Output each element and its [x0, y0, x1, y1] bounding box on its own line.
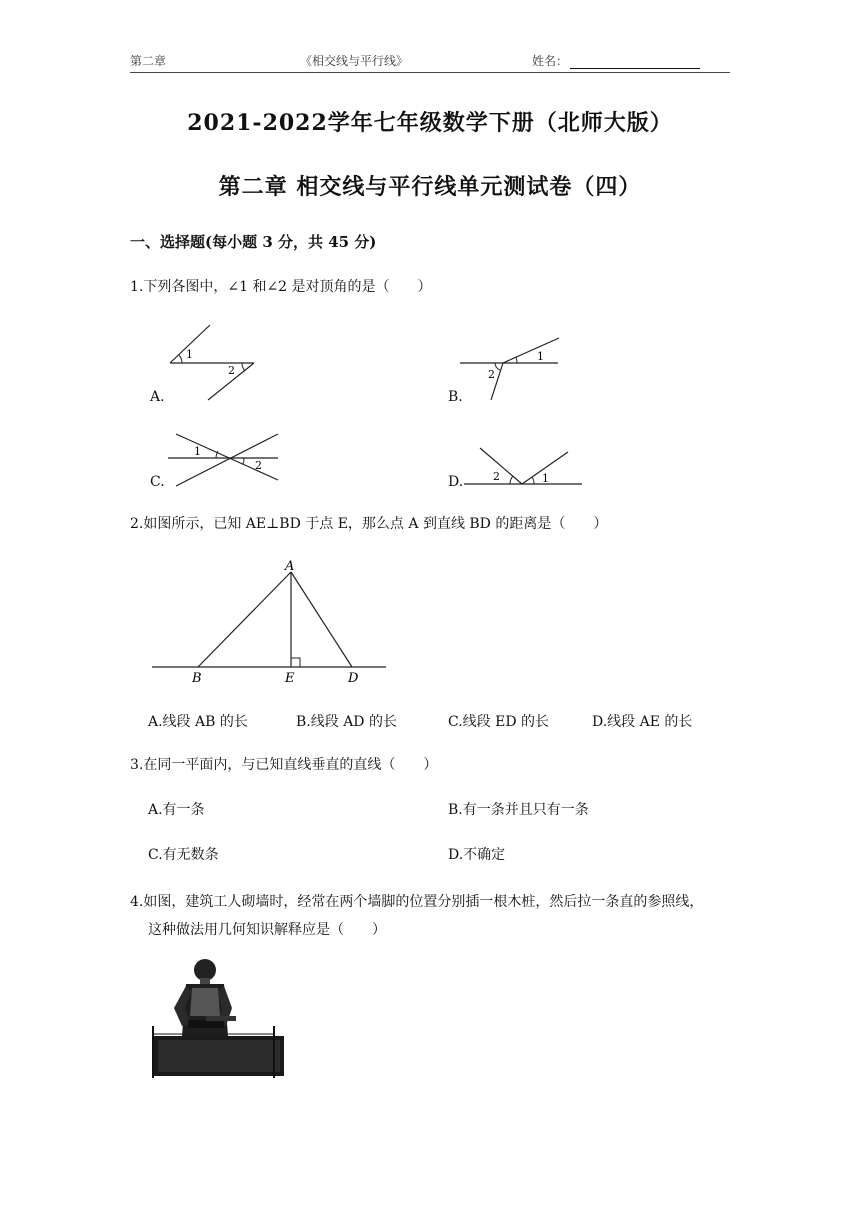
q1-figure-b — [455, 330, 575, 405]
name-blank-line[interactable] — [570, 55, 700, 69]
q2-point-b: B — [192, 671, 202, 686]
q1c-angle-1-label: 1 — [194, 445, 201, 458]
sub-title: 第二章 相交线与平行线单元测试卷（四） — [218, 174, 642, 200]
q1-figure-a — [150, 318, 270, 408]
header-topic: 《相交线与平行线》 — [300, 54, 409, 68]
q3-option-d[interactable]: D.不确定 — [448, 847, 506, 863]
header-name-label: 姓名： — [532, 54, 569, 68]
q2-option-c[interactable]: C.线段 ED 的长 — [448, 714, 550, 730]
header-chapter: 第二章 — [130, 54, 167, 68]
question-1-stem: 1.下列各图中，∠1 和∠2 是对顶角的是（ ） — [130, 279, 432, 295]
q3-option-c[interactable]: C.有无数条 — [148, 847, 219, 863]
question-4-stem-line1: 4.如图，建筑工人砌墙时，经常在两个墙脚的位置分别插一根木桩，然后拉一条直的参照线， — [130, 894, 704, 910]
q1-option-d[interactable]: D. — [448, 474, 464, 490]
header-name-field — [532, 52, 700, 69]
q1b-angle-1-label: 1 — [537, 350, 544, 363]
main-title: 2021-2022学年七年级数学下册（北师大版） — [187, 110, 673, 136]
q1-figure-d — [460, 440, 590, 490]
q1-figure-c — [160, 428, 290, 493]
running-header — [130, 52, 730, 73]
q1d-angle-2-label: 2 — [493, 470, 500, 483]
q1a-angle-1-label: 1 — [186, 348, 193, 361]
bricklayer-illustration — [148, 956, 293, 1081]
q2-option-d[interactable]: D.线段 AE 的长 — [592, 714, 693, 730]
section-heading: 一、选择题(每小题 3 分，共 45 分) — [130, 233, 377, 251]
q2-point-d: D — [348, 671, 359, 686]
question-4-stem — [130, 888, 740, 944]
q1c-angle-2-label: 2 — [255, 459, 262, 472]
question-2-stem: 2.如图所示，已知 AE⊥BD 于点 E，那么点 A 到直线 BD 的距离是（ ） — [130, 516, 608, 532]
q1-option-b[interactable]: B. — [448, 389, 463, 405]
question-4-stem-line2: 这种做法用几何知识解释应是（ ） — [148, 922, 386, 938]
q2-option-a[interactable]: A.线段 AB 的长 — [148, 714, 248, 730]
q3-option-a[interactable]: A.有一条 — [148, 802, 205, 818]
q2-point-e: E — [285, 671, 295, 686]
q1b-angle-2-label: 2 — [488, 368, 495, 381]
q2-option-b[interactable]: B.线段 AD 的长 — [296, 714, 397, 730]
q2-figure — [150, 556, 390, 686]
q3-option-b[interactable]: B.有一条并且只有一条 — [448, 802, 589, 818]
q2-point-a: A — [285, 559, 295, 574]
question-3-stem: 3.在同一平面内，与已知直线垂直的直线（ ） — [130, 757, 438, 773]
q1-option-a[interactable]: A. — [150, 389, 165, 405]
q1a-angle-2-label: 2 — [228, 364, 235, 377]
q1-option-c[interactable]: C. — [150, 474, 165, 490]
q1d-angle-1-label: 1 — [542, 472, 549, 485]
